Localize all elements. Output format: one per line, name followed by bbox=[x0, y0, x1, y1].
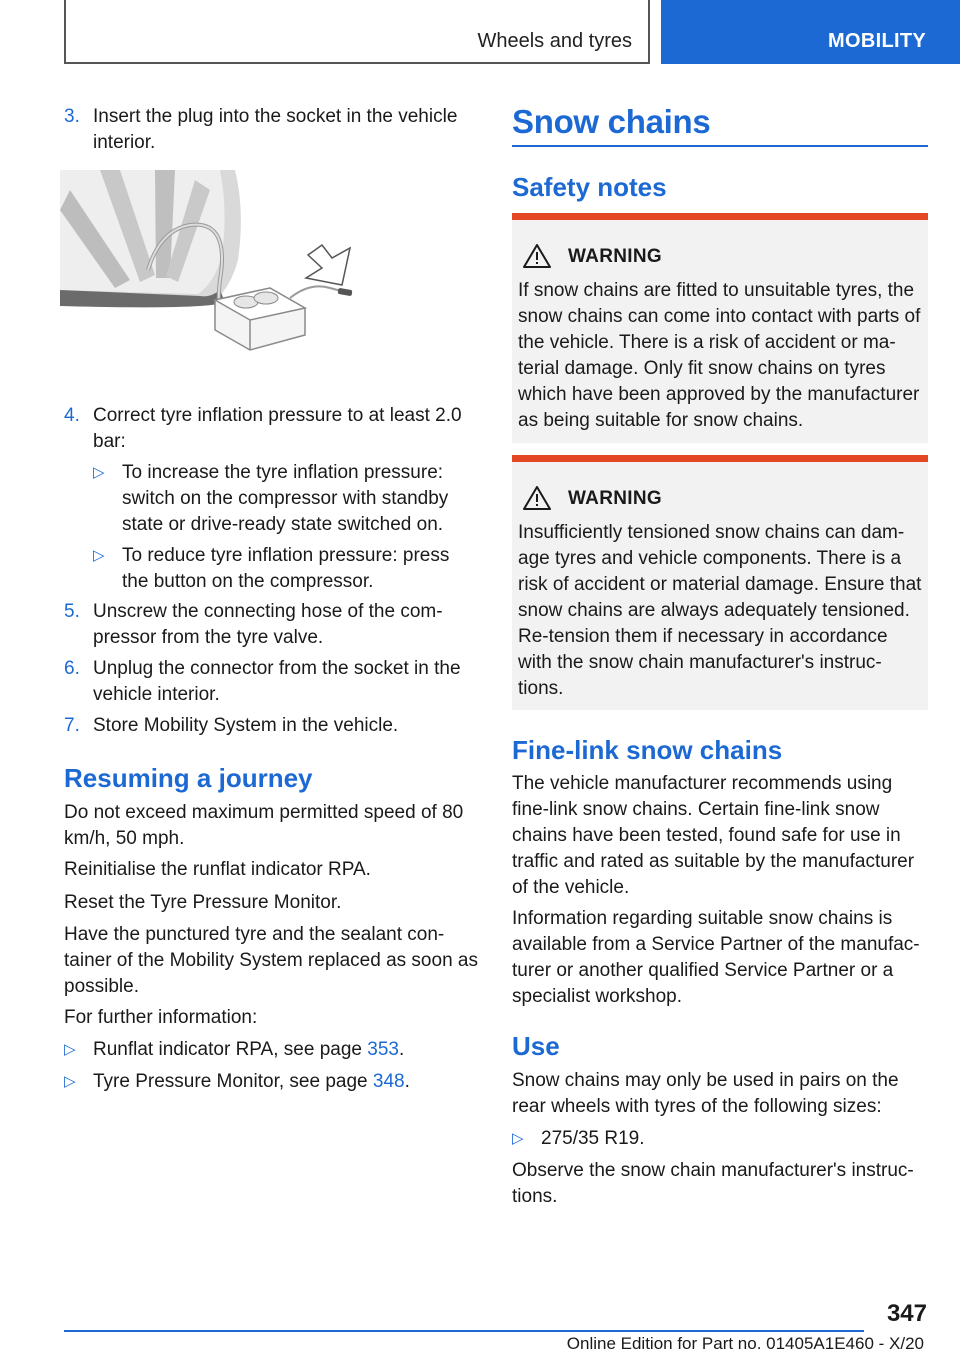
resuming-paragraph-3: Reset the Tyre Pressure Monitor. bbox=[64, 892, 342, 913]
warning-text: Insufficiently tensioned snow chains can dam-age tyres and vehicle components. There is a risk of accident or material damage. Ensure that snow chains are always adequately tensioned. Re-tension them if necessary in accordance with the snow chain manufacturer's instruc-tions. bbox=[518, 522, 922, 699]
footer-rule bbox=[64, 1330, 864, 1332]
step-3 bbox=[64, 104, 480, 156]
compressor-illustration bbox=[60, 170, 360, 360]
fine-link-paragraph-1: The vehicle manufacturer recommends using fine-link snow chains. Certain fine-link snow chains have been tested, found safe for use in traffic and rated as suitable by the manufacturer of the vehicle. bbox=[512, 773, 915, 898]
warning-box-2 bbox=[512, 455, 928, 710]
step-text: Correct tyre inflation pressure to at least 2.0 bar: bbox=[93, 405, 462, 452]
triangle-right-icon: ▷ bbox=[93, 547, 105, 564]
bullet-text: To increase the tyre inflation pressure: switch on the compressor with standby state or drive-ready state switched on. bbox=[122, 462, 449, 535]
use-paragraph-1: Snow chains may only be used in pairs on the rear wheels with tyres of the following sizes: bbox=[512, 1070, 899, 1117]
use-bullet bbox=[512, 1126, 928, 1152]
step-text: Insert the plug into the socket in the vehicle interior. bbox=[93, 106, 458, 153]
header-section-title: Wheels and tyres bbox=[477, 30, 632, 52]
resuming-paragraph-1: Do not exceed maximum permitted speed of 80 km/h, 50 mph. bbox=[64, 802, 464, 849]
header-chapter-tab[interactable] bbox=[661, 0, 960, 64]
warning-text: If snow chains are fitted to unsuitable tyres, the snow chains can come into contact with parts of the vehicle. There is a risk of accident or ma-terial damage. Only fit snow chains on tyres which have been approved by the manufacturer as being suitable for snow chains. bbox=[518, 280, 921, 431]
bullet-text: 275/35 R19. bbox=[541, 1128, 645, 1149]
warning-triangle-icon bbox=[522, 242, 552, 270]
page-title: Snow chains bbox=[512, 103, 711, 140]
step-number: 4. bbox=[64, 405, 80, 426]
step-7 bbox=[64, 713, 480, 739]
triangle-right-icon: ▷ bbox=[64, 1041, 76, 1058]
warning-title: WARNING bbox=[568, 246, 662, 267]
triangle-right-icon: ▷ bbox=[93, 464, 105, 481]
fine-link-paragraph-2: Information regarding suitable snow chains is available from a Service Partner of the manufac-turer or another qualified Service Partner or a specialist workshop. bbox=[512, 908, 920, 1007]
header-section-box bbox=[64, 0, 650, 64]
fine-link-heading: Fine-link snow chains bbox=[512, 735, 783, 765]
resuming-paragraph-5: For further information: bbox=[64, 1007, 258, 1028]
resuming-heading: Resuming a journey bbox=[64, 763, 313, 793]
step-5 bbox=[64, 599, 480, 651]
step-number: 6. bbox=[64, 658, 80, 679]
triangle-right-icon: ▷ bbox=[512, 1130, 524, 1147]
step-4 bbox=[64, 403, 480, 455]
step-6 bbox=[64, 656, 480, 708]
warning-box-1 bbox=[512, 213, 928, 443]
ref-end: . bbox=[404, 1071, 410, 1092]
header-chapter-label: MOBILITY bbox=[828, 30, 926, 52]
safety-notes-heading: Safety notes bbox=[512, 172, 667, 202]
step4-bullet-2 bbox=[93, 543, 480, 595]
resuming-paragraph-2: Reinitialise the runflat indicator RPA. bbox=[64, 859, 371, 880]
use-paragraph-2: Observe the snow chain manufacturer's instruc-tions. bbox=[512, 1160, 914, 1207]
footer-edition: Online Edition for Part no. 01405A1E460 - X/20 bbox=[566, 1334, 924, 1353]
page-number: 347 bbox=[886, 1300, 927, 1327]
step-number: 7. bbox=[64, 715, 80, 736]
ref-bullet-rpa bbox=[64, 1037, 480, 1063]
ref-text: Tyre Pressure Monitor, see page bbox=[93, 1071, 373, 1092]
step-number: 5. bbox=[64, 601, 80, 622]
step4-bullet-1 bbox=[93, 460, 480, 538]
step-text: Unscrew the connecting hose of the com-pressor from the tyre valve. bbox=[93, 601, 443, 648]
bullet-text: To reduce tyre inflation pressure: press the button on the compressor. bbox=[122, 545, 450, 592]
warning-title: WARNING bbox=[568, 488, 662, 509]
title-rule bbox=[512, 145, 928, 147]
ref-bullet-tpm bbox=[64, 1069, 480, 1095]
ref-text: Runflat indicator RPA, see page bbox=[93, 1039, 368, 1060]
step-text: Store Mobility System in the vehicle. bbox=[93, 715, 399, 736]
page-link-348[interactable]: 348 bbox=[372, 1071, 405, 1092]
warning-triangle-icon bbox=[522, 484, 552, 512]
step-text: Unplug the connector from the socket in the vehicle interior. bbox=[93, 658, 461, 705]
step-number: 3. bbox=[64, 106, 80, 127]
page-link-353[interactable]: 353 bbox=[367, 1039, 399, 1060]
use-heading: Use bbox=[512, 1031, 560, 1061]
ref-end: . bbox=[398, 1039, 405, 1060]
triangle-right-icon: ▷ bbox=[64, 1073, 76, 1090]
resuming-paragraph-4: Have the punctured tyre and the sealant con-tainer of the Mobility System replaced as soon as possible. bbox=[64, 924, 478, 997]
